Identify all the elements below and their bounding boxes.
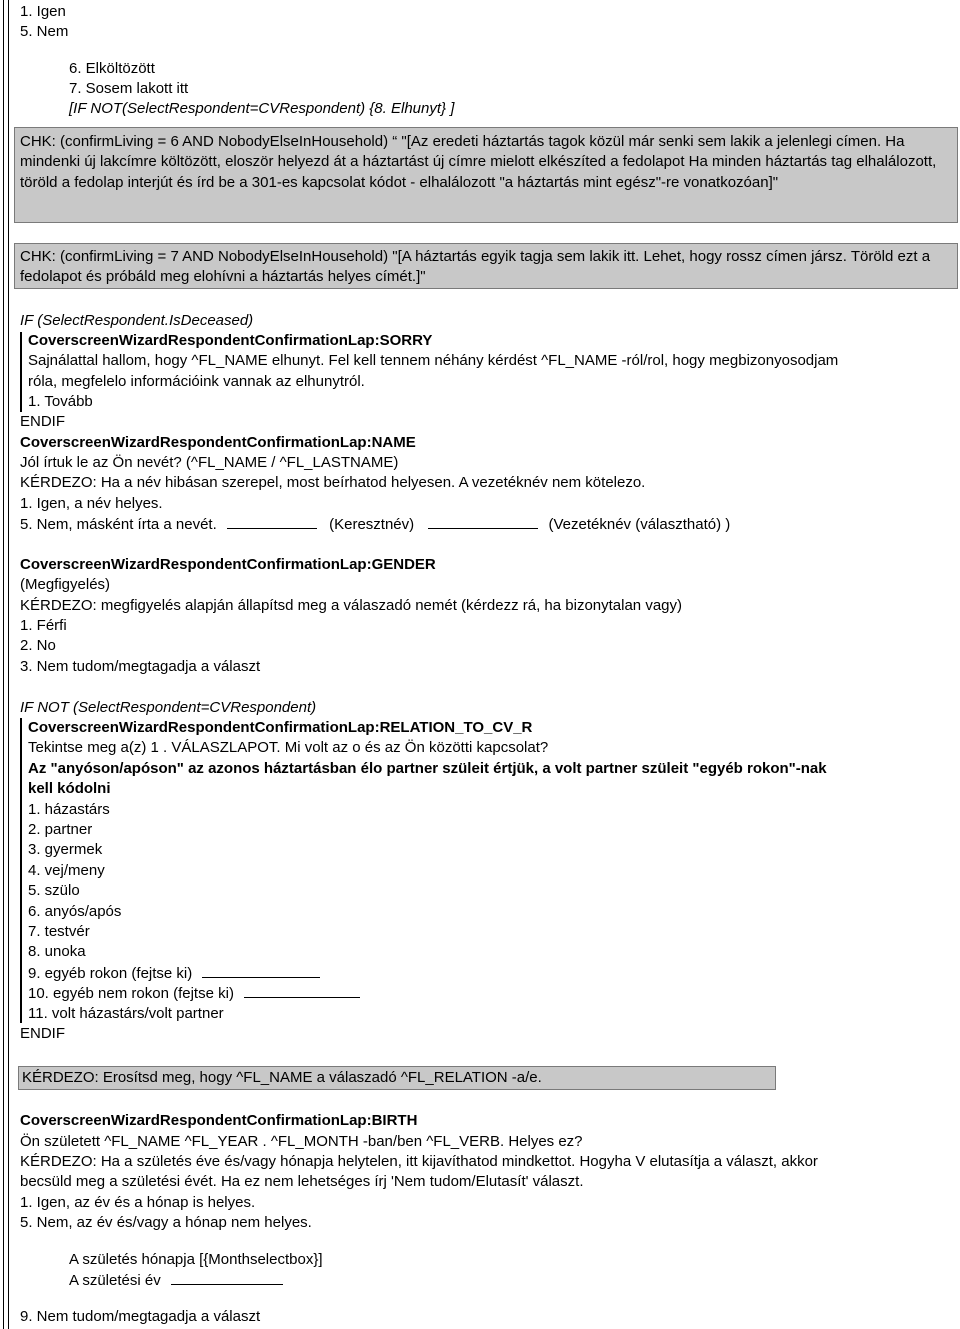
sorry-option-tovabb: 1. Tovább bbox=[28, 393, 93, 410]
name-title: CoverscreenWizardRespondentConfirmationLap:NAME bbox=[20, 434, 416, 451]
confirm-relation-text: KÉRDEZO: Erosítsd meg, hogy ^FL_NAME a válaszadó ^FL_RELATION -a/e. bbox=[22, 1069, 542, 1086]
birth-year-blank[interactable] bbox=[171, 1270, 283, 1285]
sorry-text-line2: róla, megfelelo információink vannak az elhunytról. bbox=[28, 373, 365, 390]
option-elkoltozott: 6. Elköltözött bbox=[69, 60, 155, 77]
relation-question: Tekintse meg a(z) 1 . VÁLASZLAPOT. Mi volt az o és az Ön közötti kapcsolat? bbox=[28, 739, 549, 756]
birth-instruction-line1: KÉRDEZO: Ha a születés éve és/vagy hónapja helytelen, itt kijavíthatod mindkettot. Hogyha V elutasítja a választ, akkor bbox=[20, 1153, 818, 1170]
first-name-blank[interactable] bbox=[227, 514, 317, 529]
name-option-correct: 1. Igen, a név helyes. bbox=[20, 495, 163, 512]
other-relative-blank[interactable] bbox=[202, 963, 320, 978]
relation-option-other-nonrelative bbox=[28, 983, 360, 1003]
last-name-blank[interactable] bbox=[428, 514, 538, 529]
name-instruction: KÉRDEZO: Ha a név hibásan szerepel, most beírhatod helyesen. A vezetéknév nem kötelezo. bbox=[20, 474, 646, 491]
birth-month-field[interactable]: A születés hónapja [{Monthselectbox}] bbox=[69, 1251, 323, 1268]
condition-rail-deceased bbox=[20, 332, 22, 412]
if-not-cv-condition: IF NOT (SelectRespondent=CVRespondent) bbox=[20, 699, 317, 716]
relation-note-line1: Az "anyóson/apóson" az azonos háztartásban élo partner szüleit értjük, a volt partner szüleit "egyéb rokon"-nak bbox=[28, 760, 827, 777]
name-option-incorrect-label: 5. Nem, másként írta a nevét. bbox=[20, 516, 217, 533]
option-elhunyt-condition: [IF NOT(SelectRespondent=CVRespondent) {8. Elhunyt} ] bbox=[69, 100, 455, 117]
margin-rule-inner bbox=[8, 0, 9, 1329]
gender-title: CoverscreenWizardRespondentConfirmationLap:GENDER bbox=[20, 556, 436, 573]
birth-year-label: A születési év bbox=[69, 1272, 161, 1289]
gender-option-male: 1. Férfi bbox=[20, 617, 67, 634]
relation-option: 7. testvér bbox=[28, 923, 90, 940]
relation-option-label: 9. egyéb rokon (fejtse ki) bbox=[28, 965, 193, 982]
name-option-incorrect bbox=[20, 514, 730, 534]
relation-option: 5. szülo bbox=[28, 882, 80, 899]
endif-relation: ENDIF bbox=[20, 1025, 65, 1042]
birth-option-refuse: 9. Nem tudom/megtagadja a választ bbox=[20, 1308, 261, 1325]
sorry-title: CoverscreenWizardRespondentConfirmationLap:SORRY bbox=[28, 332, 433, 349]
last-name-label: (Vezetéknév (választható) ) bbox=[548, 516, 731, 533]
gender-option-refuse: 3. Nem tudom/megtagadja a választ bbox=[20, 658, 261, 675]
relation-option-other-relative bbox=[28, 963, 320, 983]
gender-option-female: 2. No bbox=[20, 637, 56, 654]
relation-option: 4. vej/meny bbox=[28, 862, 105, 879]
other-nonrelative-blank[interactable] bbox=[244, 983, 360, 998]
option-igen: 1. Igen bbox=[20, 3, 66, 20]
gender-observation: (Megfigyelés) bbox=[20, 576, 111, 593]
relation-option: 2. partner bbox=[28, 821, 93, 838]
margin-rule-outer bbox=[3, 0, 4, 1329]
check-text-moved: CHK: (confirmLiving = 6 AND NobodyElseInHousehold) “ "[Az eredeti háztartás tagok közül már senki sem lakik a jelenlegi címen. Ha mindenki új lakcímre költözött, eloször helyezd át a háztartást új címre mielott elkészíted a fedolapot Ha minden háztartás tag elhalálozott, töröld a fedolap interjút és írd be a 301-es kapcsolat kódot - elhalálozott "a háztartás mint egész"-re vonatkozóan]" bbox=[20, 133, 937, 191]
if-deceased-condition: IF (SelectRespondent.IsDeceased) bbox=[20, 312, 254, 329]
condition-rail-relation bbox=[20, 718, 22, 1023]
relation-option: 3. gyermek bbox=[28, 841, 103, 858]
name-question: Jól írtuk le az Ön nevét? (^FL_NAME / ^FL_LASTNAME) bbox=[20, 454, 399, 471]
gender-instruction: KÉRDEZO: megfigyelés alapján állapítsd meg a válaszadó nemét (kérdezz rá, ha bizonytalan vagy) bbox=[20, 597, 682, 614]
birth-option-incorrect: 5. Nem, az év és/vagy a hónap nem helyes. bbox=[20, 1214, 312, 1231]
relation-option: 1. házastárs bbox=[28, 801, 110, 818]
relation-title: CoverscreenWizardRespondentConfirmationLap:RELATION_TO_CV_R bbox=[28, 719, 533, 736]
birth-option-correct: 1. Igen, az év és a hónap is helyes. bbox=[20, 1194, 256, 1211]
birth-title: CoverscreenWizardRespondentConfirmationLap:BIRTH bbox=[20, 1112, 418, 1129]
relation-option-label: 10. egyéb nem rokon (fejtse ki) bbox=[28, 985, 234, 1002]
first-name-label: (Keresztnév) bbox=[329, 516, 415, 533]
birth-instruction-line2: becsüld meg a születési évét. Ha ez nem lehetséges írj 'Nem tudom/Elutasít' választ. bbox=[20, 1173, 584, 1190]
check-text-not-living: CHK: (confirmLiving = 7 AND NobodyElseInHousehold) "[A háztartás egyik tagja sem lakik itt. Lehet, hogy rossz címen jársz. Töröld ezt a fedolapot és próbáld meg elohívni a háztartás helyes címét.]" bbox=[20, 248, 931, 286]
relation-option: 11. volt házastárs/volt partner bbox=[28, 1005, 224, 1022]
birth-question: Ön született ^FL_NAME ^FL_YEAR . ^FL_MONTH -ban/ben ^FL_VERB. Helyes ez? bbox=[20, 1133, 583, 1150]
relation-option: 6. anyós/após bbox=[28, 903, 122, 920]
option-sosem-lakott: 7. Sosem lakott itt bbox=[69, 80, 189, 97]
endif-deceased: ENDIF bbox=[20, 413, 65, 430]
sorry-text-line1: Sajnálattal hallom, hogy ^FL_NAME elhunyt. Fel kell tennem néhány kérdést ^FL_NAME -ról/rol, hogy megbizonyosodjam bbox=[28, 352, 839, 369]
birth-year-field bbox=[69, 1270, 283, 1290]
relation-note-line2: kell kódolni bbox=[28, 780, 111, 797]
option-nem: 5. Nem bbox=[20, 23, 69, 40]
relation-option: 8. unoka bbox=[28, 943, 86, 960]
